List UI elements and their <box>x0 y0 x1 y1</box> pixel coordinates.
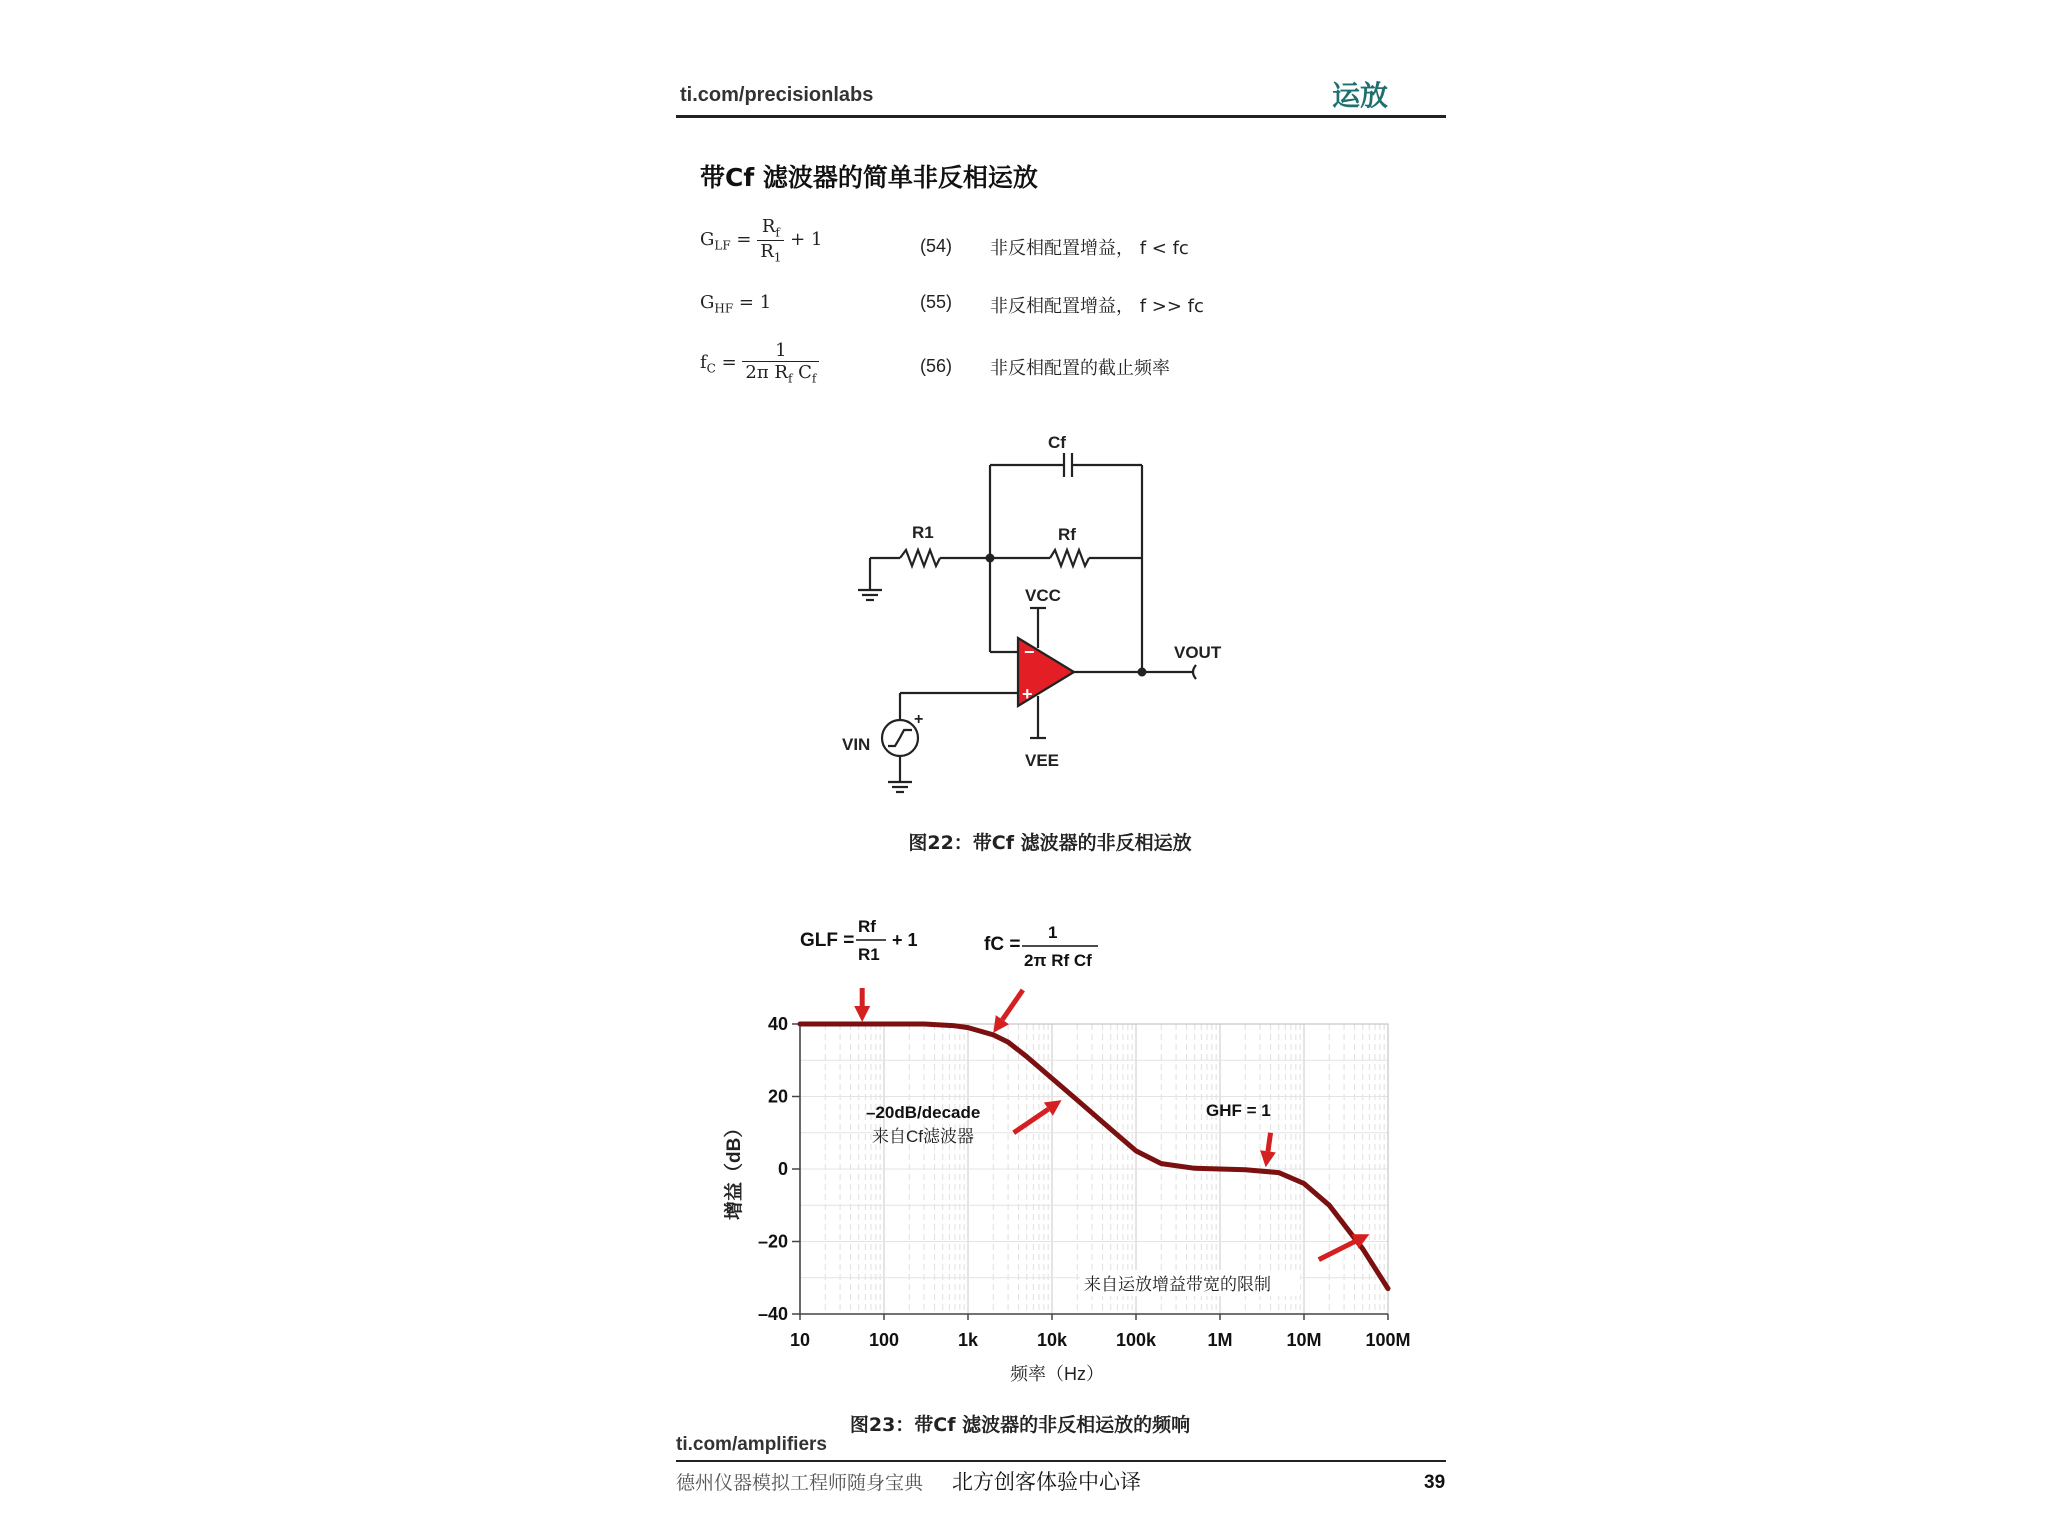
node-dot <box>1138 668 1147 677</box>
y-tick-label: 20 <box>767 1086 788 1107</box>
annot-fc-den: 2π Rf Cf <box>1024 951 1092 970</box>
eq-56-desc: 非反相配置的截止频率 <box>990 358 1170 379</box>
label-rf: Rf <box>1058 525 1076 544</box>
label-vcc: VCC <box>1025 586 1061 605</box>
annot-ghf: GHF = 1 <box>1206 1101 1271 1120</box>
footer-url[interactable]: ti.com/amplifiers <box>676 1434 827 1455</box>
header-url[interactable]: ti.com/precisionlabs <box>680 84 874 106</box>
annot-gbw: 来自运放增益带宽的限制 <box>1084 1275 1271 1294</box>
annot-glf-den: R1 <box>858 945 880 964</box>
page-title: 带Cf 滤波器的简单非反相运放 <box>700 163 1038 192</box>
annotation-arrow <box>854 988 870 1022</box>
y-axis-label: 增益（dB） <box>724 1118 745 1220</box>
label-vee: VEE <box>1025 751 1060 770</box>
annot-glf-plus: + 1 <box>892 930 918 950</box>
label-r1: R1 <box>912 523 934 542</box>
x-tick-label: 10k <box>1036 1330 1068 1350</box>
annot-glf: GLF = <box>800 930 855 951</box>
equation-54: $G_{LF}$ = $\frac{R_f}{R_1}$ + 1 <box>700 216 823 265</box>
annotation-arrow <box>1260 1133 1276 1167</box>
annot-fc: fC = <box>984 934 1021 955</box>
header-rule <box>676 115 1446 118</box>
circuit-schematic <box>840 420 1260 810</box>
y-tick-label: 0 <box>777 1159 788 1179</box>
equation-55: $G_{HF} = 1$ <box>700 292 772 316</box>
eq-55-desc: 非反相配置增益， f >> fc <box>990 296 1204 317</box>
y-tick-label: 40 <box>767 1014 788 1034</box>
label-cf: Cf <box>1048 433 1066 452</box>
footer-translator: 北方创客体验中心译 <box>952 1470 1141 1494</box>
x-tick-label: 100k <box>1115 1330 1157 1350</box>
y-tick-label: –40 <box>757 1304 788 1324</box>
x-axis-label: 频率（Hz） <box>1010 1364 1104 1384</box>
x-tick-label: 100 <box>868 1330 900 1350</box>
node-dot <box>986 554 995 563</box>
x-tick-label: 100M <box>1365 1330 1411 1350</box>
x-tick-label: 10M <box>1286 1330 1322 1350</box>
footer-rule <box>676 1460 1446 1462</box>
frequency-response-chart <box>700 900 1420 1400</box>
section-tag: 运放 <box>1332 79 1389 112</box>
annot-slope: –20dB/decade <box>866 1103 981 1122</box>
x-tick-label: 1k <box>957 1330 979 1350</box>
annot-glf-num: Rf <box>858 917 876 936</box>
x-tick-label: 1M <box>1207 1330 1233 1350</box>
eq-55-number: (55) <box>920 292 953 312</box>
eq-54-number: (54) <box>920 236 953 256</box>
opamp-minus: − <box>1024 642 1035 662</box>
label-vin: VIN <box>842 735 871 754</box>
footer-book-title: 德州仪器模拟工程师随身宝典 <box>676 1472 924 1494</box>
opamp-plus: + <box>1022 684 1033 704</box>
label-source-plus: + <box>914 711 924 728</box>
equation-56: $f_C$ = $\frac{1}{2\pi R_f C_f}$ <box>700 340 819 386</box>
page-number: 39 <box>1424 1472 1446 1493</box>
figure-23-caption: 图23：带Cf 滤波器的非反相运放的频响 <box>849 1414 1191 1436</box>
eq-54-desc: 非反相配置增益， f < fc <box>990 238 1189 259</box>
y-tick-label: –20 <box>757 1231 788 1252</box>
eq-56-number: (56) <box>920 356 953 376</box>
x-tick-label: 10 <box>789 1330 811 1350</box>
label-vout: VOUT <box>1174 643 1222 662</box>
annotation-arrow <box>1014 1100 1062 1133</box>
annot-slope-source: 来自Cf滤波器 <box>872 1127 974 1146</box>
annot-fc-num: 1 <box>1048 923 1058 942</box>
figure-22-caption: 图22：带Cf 滤波器的非反相运放 <box>908 832 1192 854</box>
